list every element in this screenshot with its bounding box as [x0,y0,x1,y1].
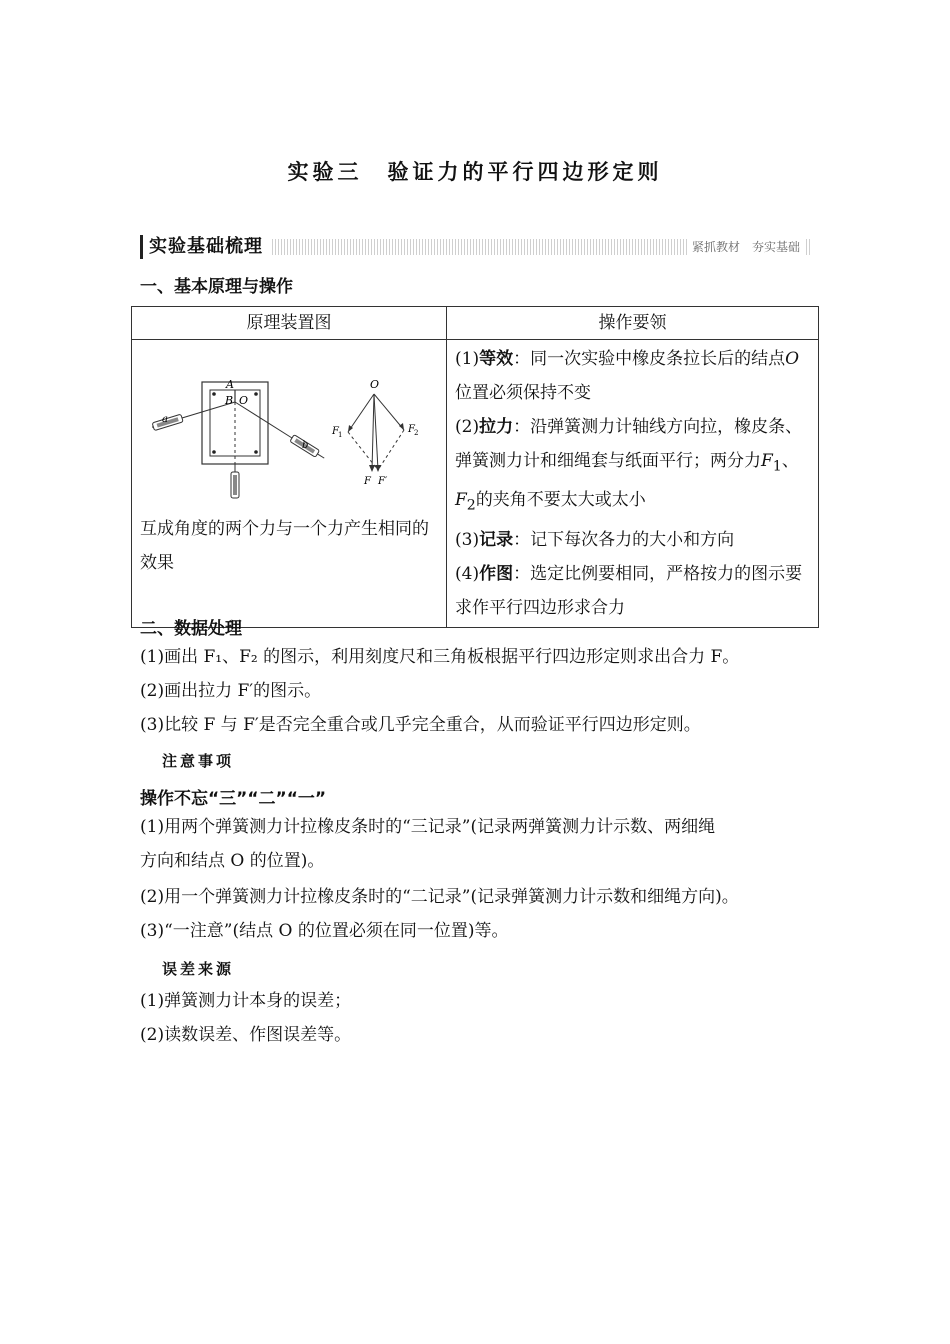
spring-scale-bottom-icon [231,464,239,498]
errors-line-1: (1)弹簧测力计本身的误差； [140,991,352,1011]
section-banner [140,235,810,259]
banner-label: 实验基础梳理 [140,235,267,259]
operation-item: (3)记录：记下每次各力的大小和方向 [455,529,735,550]
notes-subheading: 操作不忘“三”“二”“一” [140,789,327,809]
notes-heading: 注意事项 [162,752,235,770]
data-line-1: (1)画出 F₁、F₂ 的图示，利用刻度尺和三角板根据平行四边形定则求出合力 F。 [140,647,740,667]
operation-item: (1)等效：同一次实验中橡皮条拉长后的结点O位置必须保持不变 [455,349,800,403]
label-B: B [225,394,234,407]
label-A: A [226,378,234,391]
force-parallelogram [348,394,404,472]
notes-line-1: (1)用两个弹簧测力计拉橡皮条时的“三记录”(记录两弹簧测力计示数、两细绳 [140,817,716,837]
table-header-figure: 原理装置图 [132,307,447,340]
string-b [235,402,292,438]
label-F1: F [332,426,339,437]
operation-item: (4)作图：选定比例要相同，严格按力的图示要求作平行四边形求合力 [455,563,803,618]
section2-heading: 二、数据处理 [140,619,242,639]
principle-table [131,306,819,628]
errors-heading: 误差来源 [162,960,235,978]
banner-tagline: 紧抓教材 夯实基础 [688,239,804,255]
label-Fprime: F′ [378,476,388,487]
data-line-2: (2)画出拉力 F′的图示。 [140,681,322,701]
label-b: b [302,440,309,451]
data-line-3: (3)比较 F 与 F′是否完全重合或几乎完全重合，从而验证平行四边形定则。 [140,715,701,735]
label-a: a [162,414,168,425]
operation-cell [447,340,819,628]
section1-heading: 一、基本原理与操作 [140,277,293,297]
label-force-O: O [370,378,380,391]
table-header-operation: 操作要领 [447,307,819,340]
label-F1-sub: 1 [338,431,343,439]
label-F: F [364,476,371,487]
page-title: 实验三 验证力的平行四边形定则 [287,159,663,184]
operation-item: (2)拉力：沿弹簧测力计轴线方向拉，橡皮条、弹簧测力计和细绳套与纸面平行；两分力$F_1$、$F_2$的夹角不要太大或太小 [455,417,803,514]
notes-line-2: 方向和结点 O 的位置)。 [140,851,325,871]
errors-line-2: (2)读数误差、作图误差等。 [140,1025,352,1045]
notes-line-4: (3)“一注意”(结点 O 的位置必须在同一位置)等。 [140,921,509,941]
figure-cell [132,340,447,628]
notes-line-3: (2)用一个弹簧测力计拉橡皮条时的“二记录”(记录弹簧测力计示数和细绳方向)。 [140,887,739,907]
label-O: O [239,394,249,407]
label-F2: F [408,424,415,435]
figure-caption: 互成角度的两个力与一个力产生相同的效果 [140,519,429,573]
apparatus-diagram [152,376,432,506]
label-F2-sub: 2 [414,429,419,437]
